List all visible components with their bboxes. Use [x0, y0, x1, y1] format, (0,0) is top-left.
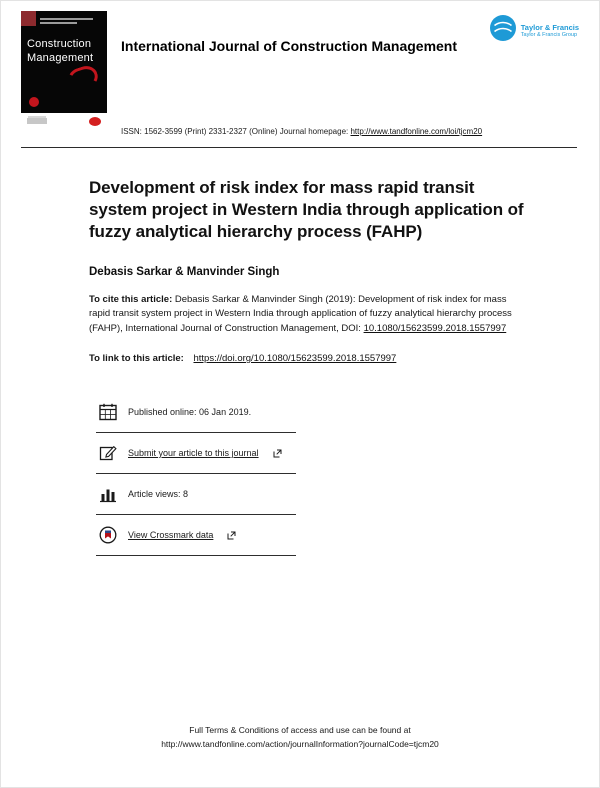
action-row-views — [96, 474, 296, 515]
external-link-icon — [273, 449, 282, 458]
taylor-francis-globe-icon — [490, 15, 516, 46]
article-authors: Debasis Sarkar & Manvinder Singh — [89, 266, 280, 278]
submit-article-link[interactable]: Submit your article to this journal — [128, 448, 259, 458]
footer-url: http://www.tandfonline.com/action/journalInformation?journalCode=tjcm20 — [161, 739, 439, 750]
pencil-icon — [98, 444, 117, 462]
cover-title-line1: Construction — [27, 38, 92, 50]
action-row-crossmark[interactable] — [96, 515, 296, 556]
cover-title-line2: Management — [27, 51, 94, 64]
cover-meta-lines — [40, 16, 102, 26]
cover-title — [27, 38, 93, 66]
article-views-text: Article views: 8 — [128, 489, 189, 499]
cover-accent-square — [21, 11, 36, 26]
cover-swirl-graphic — [65, 63, 100, 93]
published-online-text: Published online: 06 Jan 2019. — [128, 407, 252, 417]
bar-chart-icon — [98, 485, 117, 503]
crossmark-icon — [98, 526, 117, 544]
cite-label: To cite this article: — [89, 294, 173, 305]
cover-red-badge — [29, 97, 39, 107]
taylor-francis-logo — [490, 15, 579, 46]
article-doi-link[interactable]: https://doi.org/10.1080/15623599.2018.1557997 — [193, 353, 397, 364]
publisher-emblem — [27, 118, 47, 124]
footer — [1, 723, 599, 752]
citation-paragraph — [89, 293, 521, 336]
cite-doi-link[interactable]: 10.1080/15623599.2018.1557997 — [363, 322, 507, 334]
cite-text: Debasis Sarkar & Manvinder Singh (2019): Development of risk index for mass rapid transit system project in Western India through application of fuzzy analytical hierarchy process (FAHP), International Journal of Construction Management, DOI: — [89, 294, 512, 334]
calendar-icon — [98, 403, 117, 421]
action-row-submit[interactable] — [96, 433, 296, 474]
cover-footer-strip — [21, 113, 107, 129]
society-logo — [89, 117, 101, 126]
actions-list — [96, 392, 296, 556]
crossmark-link[interactable]: View Crossmark data — [128, 530, 214, 540]
journal-cover-thumbnail — [21, 11, 107, 129]
external-link-icon — [227, 531, 236, 540]
taylor-francis-wordmark: Taylor & Francis Taylor & Francis Group — [520, 23, 579, 38]
link-paragraph — [89, 353, 396, 364]
journal-homepage-link[interactable]: http://www.tandfonline.com/loi/tjcm20 — [350, 127, 483, 136]
issn-text: ISSN: 1562-3599 (Print) 2331-2327 (Online) Journal homepage: — [121, 127, 349, 136]
journal-title: International Journal of Construction Management — [121, 38, 458, 54]
header-divider — [21, 147, 577, 148]
issn-line — [121, 127, 482, 136]
link-label: To link to this article: — [89, 353, 184, 364]
footer-terms-text: Full Terms & Conditions of access and use can be found at — [189, 725, 411, 735]
action-row-published — [96, 392, 296, 433]
article-title: Development of risk index for mass rapid transit system project in Western India through application of fuzzy analytical hierarchy process (FAHP) — [89, 178, 524, 241]
